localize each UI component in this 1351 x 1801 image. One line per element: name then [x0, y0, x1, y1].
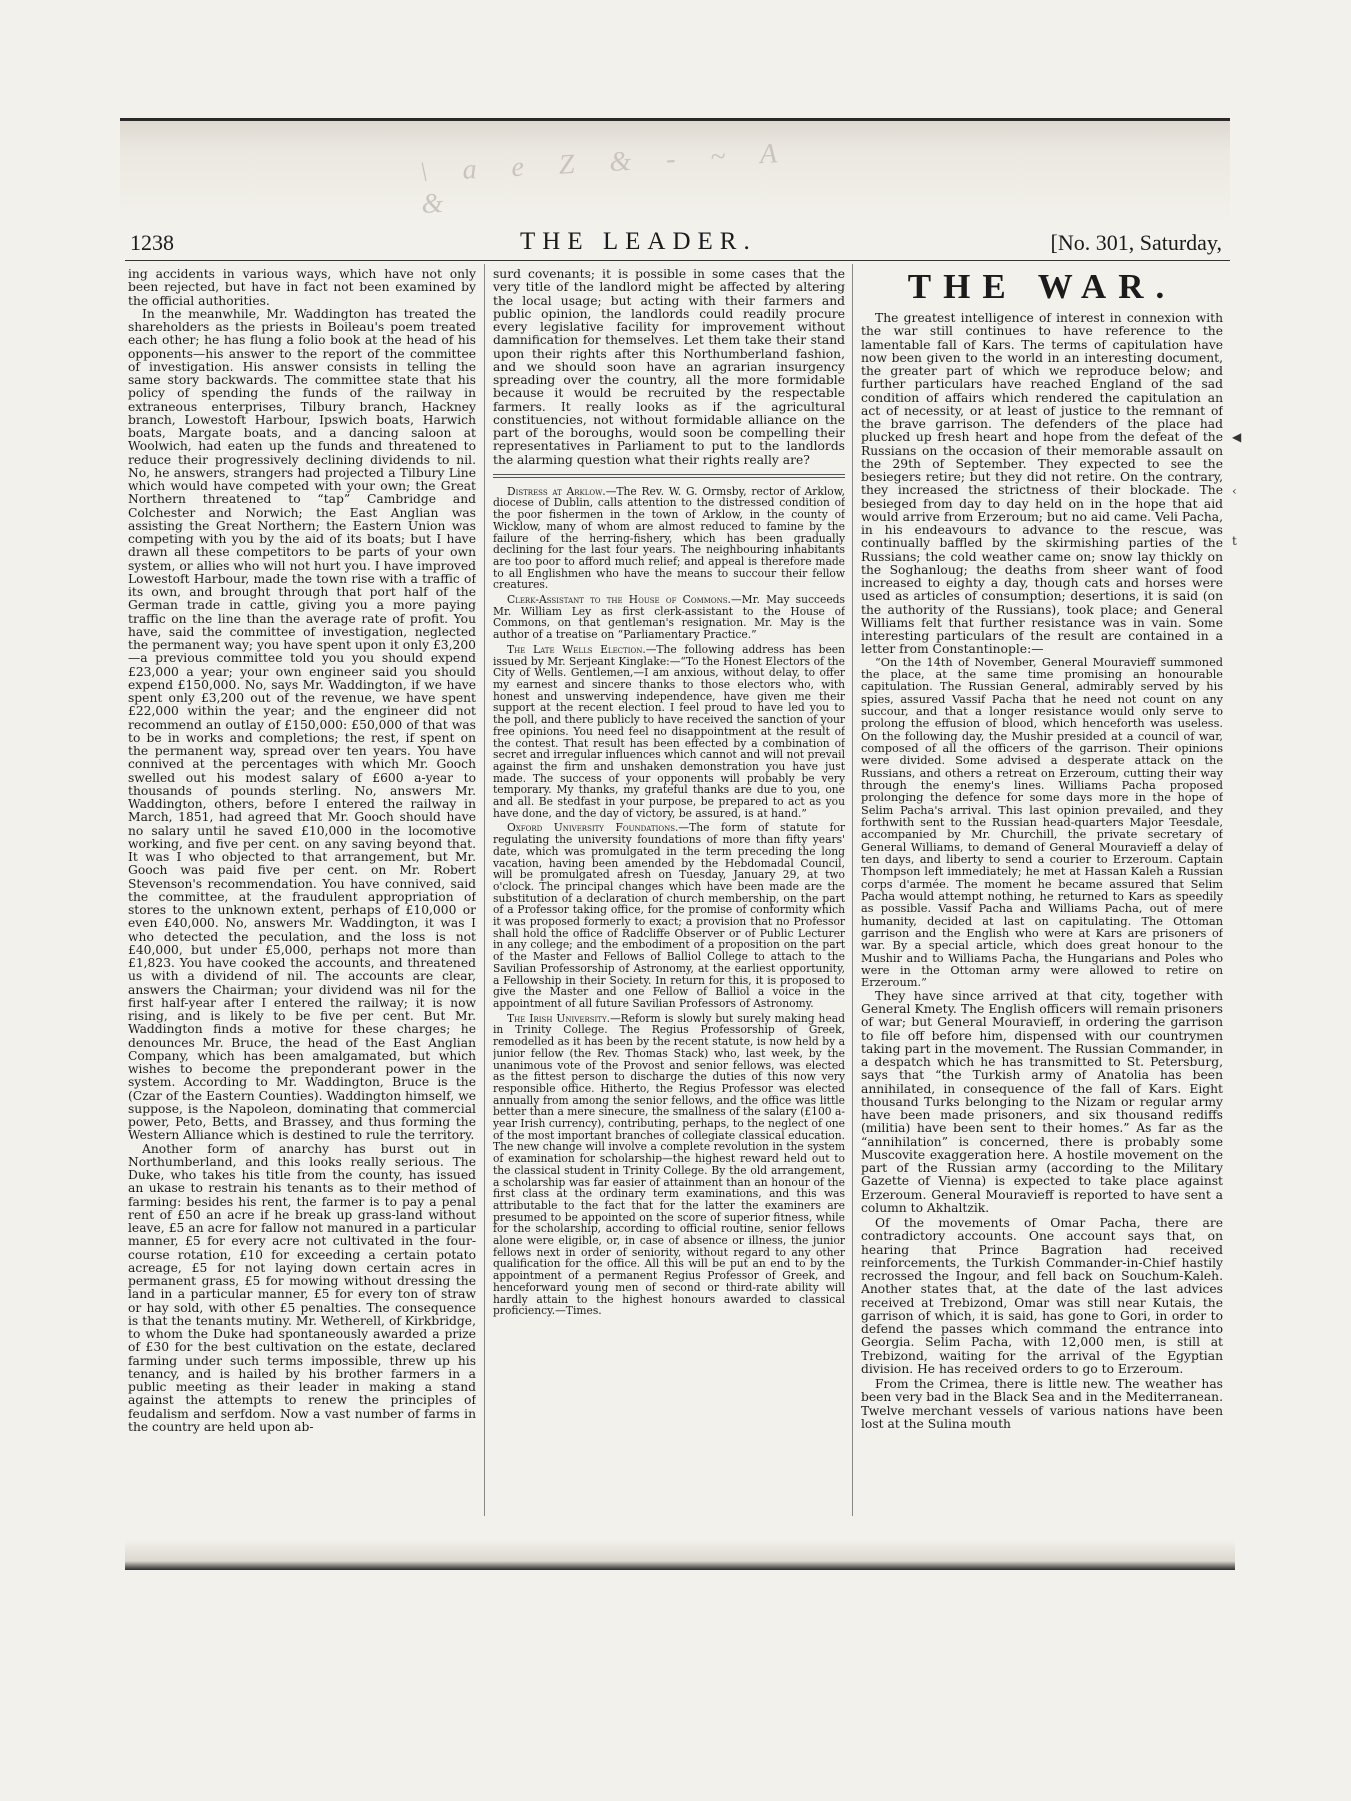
war-paragraph: They have since arrived at that city, together with General Kmety. The English officers will remain prisoners of war; but General Mouravieff, in ordering the garrison to file off before him, dispensed with our countrymen taking part in the movement. The Russian Commander, in a despatch which he has transmitted to St. Petersburg, says that “the Turkish army of Anatolia has been annihilated, in consequence of the fall of Kars. Eight thousand Turks belonging to the Nizam or regular army have been made prisoners, and six thousand rediffs (militia) have been sent to their homes.” As far as the “annihilation” is concerned, there is probably some Muscovite exaggeration here. A hostile movement on the part of the Russian army (according to the Military Gazette of Vienna) is expected to take place against Erzeroum. General Mouravieff is reported to have sent a column to Akhaltzik.	[861, 988, 1223, 1215]
section-heading-the-war: THE WAR.	[907, 268, 1177, 306]
paper-title: THE LEADER.	[520, 228, 757, 255]
column-left	[128, 268, 476, 1512]
issue-info: [No. 301, Saturday,	[1050, 230, 1222, 255]
column-rule-left	[484, 264, 485, 1516]
news-item	[493, 486, 845, 591]
article-continuation: surd covenants; it is possible in some cases that the very title of the landlord might be affected by altering the local usage; but acting with their farmers and public opinion, the landlords could readily procure every legislative facility for improvement without damnification for themselves. Let them take their stand upon their rights after this Northumberland fashion, and we should soon have an agrarian insurgency spreading over the country, all the more formidable because it would be recruited by the respectable farmers. It really looks as if the agricultural constituencies, not without formidable alliance on the part of the boroughs, would soon be compelling their representatives in Parliament to put to the landlords the alarming question what their rights really are?	[493, 268, 845, 467]
scan-bottom-edge	[125, 1540, 1235, 1570]
margin-mark: t	[1232, 534, 1237, 548]
news-item-body: —Mr. May succeeds Mr. William Ley as first clerk-assistant to the House of Commons, on that gentleman's resignation. Mr. May is the author of a treatise on “Parliamentary Practice.”	[493, 593, 845, 642]
article-paragraph: In the meanwhile, Mr. Waddington has treated the shareholders as the priests in Boileau's poem treated each other; he has flung a folio book at the head of his opponents—his answer to the report of the committee of investigation. His answer consists in telling the same story backwards. The committee state that his policy of spending the funds of the railway in extraneous enterprises, Tilbury branch, Hackney branch, Lowestoft Harbour, Ipswich boats, Harwich boats, Margate boats, and a dancing saloon at Woolwich, had eaten up the funds and threatened to reduce their progressively declining dividends to nil. No, he answers, strangers had projected a Tilbury Line which would have competed with your own; the Great Northern threatened to “tap” Cambridge and Colchester and Norwich; the East Anglian was assisting the Great Northern; the Eastern Union was competing with you by the aid of its boats; but I have drawn all these competitors to be parts of your own system, or allies who will not hurt you. I have improved Lowestoft Harbour, made the town rise with a traffic of its own, and brought through that port half of the German trade in cattle, giving you a more paying traffic on the line than the average rate of profit. You have, said the committee of investigation, neglected the permanent way; you have spent upon it only £3,200—a previous committee told you you should expend £23,000 a year; your own engineer said you should expend £150,000. No, says Mr. Waddington, if we have spent only £3,200 out of the revenue, we have spent £22,000 within the year; and the engineer did not recommend an outlay of £150,000: £50,000 of that was to be in works and completions; the rest, if spent on the permanent way, spread over ten years. You have connived at the percentages with which Mr. Gooch swelled out his modest salary of £600 a-year to thousands of pounds sterling. No, answers Mr. Waddington, others, before I entered the railway in March, 1851, had agreed that Mr. Gooch should have no salary until he saved £10,000 in the locomotive working, and five per cent. on any saving beyond that. It was I who objected to that arrangement, but Mr. Gooch was paid five per cent. on Mr. Robert Stevenson's recommendation. You have connived, said the committee, at the fraudulent appropriation of stores to the unknown extent, perhaps of £10,000 or even £40,000. No, answers Mr. Waddington, it was I who detected the peculation, and the loss is not £40,000, but under £5,000, perhaps not more than £1,823. You have cooked the accounts, and threatened us with a dividend of nil. The accounts are clear, answers the Chairman; your dividend was nil for the first half-year after I entered the railway; it is now rising, and is likely to be five per cent. But Mr. Waddington finds a motive for these charges; he denounces Mr. Bruce, the head of the East Anglian Company, which has been amalgamated, but which wishes to become the preponderant power in the system. According to Mr. Waddington, Bruce is the (Czar of the Eastern Counties). Waddington himself, we suppose, is the Napoleon, dominating that commercial power, Peto, Betts, and Brassey, and thus forming the Western Alliance which is destined to rule the territory.	[128, 306, 476, 1143]
news-item	[493, 594, 845, 641]
scan-header-band	[120, 118, 1230, 221]
news-item-head: Oxford University Foundations.	[507, 821, 679, 835]
news-item-body: —The form of statute for regulating the university foundations of more than fifty years' date, which was promulgated in the term preceding the long vacation, having been amended by the Hebdomadal Council, will be promulgated afresh on Tuesday, January 29, at two o'clock. The principal changes which have been made are the substitution of a declaration of church membership, on the part of a Professor taking office, for the promise of conformity which it was proposed formerly to exact; a provision that no Professor shall hold the office of Radcliffe Observer or of Public Lecturer in any college; and the embodiment of a proposition on the part of the Master and Fellows of Balliol College to attach to the Savilian Professorship of Astronomy, at the earliest opportunity, a Fellowship in their Society. In return for this, it is proposed to give the Master and one Fellow of Balliol a voice in the appointment of all future Savilian Professors of Astronomy.	[493, 821, 845, 1010]
masthead	[125, 226, 1230, 261]
news-item-body: —The Rev. W. G. Ormsby, rector of Arklow, diocese of Dublin, calls attention to the distressed condition of the poor fishermen in the town of Arklow, in the county of Wicklow, many of whom are almost reduced to famine by the failure of the herring-fishery, which has been gradually declining for the last four years. The neighbouring inhabitants are too poor to afford much relief; and appeal is therefore made to all Englishmen who have the means to succour their fellow creatures.	[493, 484, 845, 592]
news-item-head: Distress at Arklow.	[507, 484, 606, 498]
column-right	[861, 268, 1223, 1512]
news-item	[493, 644, 845, 820]
news-item-body: —Reform is slowly but surely making head in Trinity College. The Regius Professorship of Greek, remodelled as it has been by the recent statute, is now held by a junior fellow (the Rev. Thomas Stack) who, last week, by the unanimous vote of the Provost and senior fellows, was elected as the fittest person to discharge the duties of this now very responsible office. Hitherto, the Regius Professor was elected annually from among the senior fellows, and the office was little better than a mere sinecure, the smallness of the salary (£100 a-year Irish currency), contributing, perhaps, to the neglect of one of the most important branches of collegiate classical education. The new change will involve a complete revolution in the system of examination for scholarship—the highest reward held out to the classical student in Trinity College. By the old arrangement, a scholarship was far easier of attainment than an honour of the first class at the ordinary term examinations, and this was attributable to the fact that for the latter the examiners are presumed to be appointed on the score of superior fitness, while for the scholarship, according to official routine, senior fellows alone were eligible, or, in case of absence or illness, the junior fellows next in order of seniority, without regard to any other qualification for the office. All this will be put an end to by the appointment of a permanent Regius Professor of Greek, and henceforward young men of second or third-rate ability will hardly attain to the highest honours awarded to classical proficiency.—Times.	[493, 1011, 845, 1318]
war-paragraph: Of the movements of Omar Pacha, there are contradictory accounts. One account says that, on hearing that Prince Bagration had received reinforcements, the Turkish Commander-in-Chief hastily recrossed the Ingour, and fell back on Souchum-Kaleh. Another states that, at the date of the last advices received at Trebizond, Omar was still near Kutais, the garrison of which, it is said, has gone to Gori, in order to defend the passes which command the entrance into Georgia. Selim Pacha, with 12,000 men, is still at Trebizond, waiting for the arrival of the Egyptian division. He has received orders to go to Erzeroum.	[861, 1216, 1223, 1376]
war-paragraph: From the Crimea, there is little new. The weather has been very bad in the Black Sea and in the Mediterranean. Twelve merchant vessels of various nations have been lost at the Sulina mouth	[861, 1377, 1223, 1431]
margin-mark: ‹	[1232, 484, 1237, 498]
quoted-letter: “On the 14th of November, General Mouravieff summoned the place, at the same time promising an honourable capitulation. The Russian General, admirably served by his spies, assured Vassif Pacha that he need not count on any succour, and that a longer resistance would only serve to prolong the effusion of blood, which henceforth was useless. On the following day, the Mushir presided at a council of war, composed of all the officers of the garrison. Their opinions were divided. Some advised a desperate attack on the Russians, and others a retreat on Erzeroum, cutting their way through the enemy's lines. Williams Pacha proposed prolonging the defence for some days more in the hope of Selim Pacha's arrival. This last opinion prevailed, and they forthwith sent to the Russian head-quarters Major Teesdale, accompanied by Mr. Churchill, the private secretary of General Williams, to demand of General Mouravieff a delay of ten days, and liberty to send a courier to Erzeroum. Captain Thompson left immediately; he met at Hassan Kaleh a Russian corps d'armée. The moment he became assured that Selim Pacha would attempt nothing, he returned to Kars as speedily as possible. Vassif Pacha and Williams Pacha, out of mere humanity, decided at last on capitulating. The Ottoman garrison and the English who were at Kars are prisoners of war. By a special article, which does great honour to the Mushir and to Williams Pacha, the Hungarians and Poles who were in the Ottoman army were allowed to retire on Erzeroum.”	[861, 655, 1223, 990]
column-rule-right	[852, 264, 853, 1516]
double-rule	[493, 474, 845, 478]
news-item-head: Clerk-Assistant to the House of Commons.	[507, 593, 731, 607]
faint-handwriting: \ a e Z & - ~ A &	[418, 137, 792, 220]
margin-marks	[1232, 430, 1242, 550]
news-item-head: The Late Wells Election.	[507, 642, 646, 656]
news-item	[493, 1013, 845, 1317]
page-number: 1238	[130, 230, 174, 255]
news-item-head: The Irish University.	[507, 1011, 610, 1025]
margin-mark: ◀	[1232, 430, 1242, 444]
war-intro: The greatest intelligence of interest in connexion with the war still continues to have reference to the lamentable fall of Kars. The terms of capitulation have now been given to the world in an interesting document, the greater part of which we reproduce below; and further particulars have reached England of the sad condition of affairs which rendered the capitulation an act of necessity, or at least of justice to the remnant of the brave garrison. The defenders of the place had plucked up fresh heart and hope from the defeat of the Russians on the occasion of their memorable assault on the 29th of September. They expected to see the besiegers retire; but they did not retire. On the contrary, they increased the strictness of their blockade. The besieged from day to day held on in the hope that aid would arrive from Erzeroum; but no aid came. Veli Pacha, in his endeavours to advance to the rescue, was continually baffled by the skirmishing parties of the Russians; the cold weather came on; snow lay thickly on the Soghanloug; the deaths from sheer want of food increased to eighty a day, though cats and horses were used as articles of consumption; desertions, it is said (on the authority of the Russians), took place; and General Williams felt that further resistance was in vain. Some interesting particulars of the result are contained in a letter from Constantinople:—	[861, 311, 1223, 657]
column-middle	[493, 268, 845, 1512]
article-paragraph: ing accidents in various ways, which have not only been rejected, but have in fact not been examined by the official authorities.	[128, 268, 476, 308]
article-paragraph: Another form of anarchy has burst out in Northumberland, and this looks really serious. The Duke, who takes his title from the county, has issued an ukase to restrain his tenants as to their method of farming: besides his rent, the farmer is to pay a penal rent of £50 an acre if he break up grass-land without leave, £5 an acre for fallow not manured in a particular manner, £5 for every acre not cultivated in the four-course rotation, £10 for exceeding a certain potato acreage, £5 for not laying down certain acres in permanent grass, £5 for mowing without dressing the land in a particular manner, £5 for every ton of straw or hay sold, with other £5 penalties. The consequence is that the tenants mutiny. Mr. Wetherell, of Kirkbridge, to whom the Duke had spontaneously awarded a prize of £30 for the best cultivation on the estate, declared farming under such terms impossible, threw up his tenancy, and is hailed by his brother farmers in a public meeting as their leader in making a stand against the attempts to renew the principles of feudalism and serfdom. Now a vast number of farms in the country are held upon ab-	[128, 1141, 476, 1434]
war-article	[861, 312, 1223, 1431]
news-items	[493, 486, 845, 1317]
news-item	[493, 822, 845, 1009]
constantinople-letter	[861, 657, 1223, 990]
news-item-body: —The following address has been issued by Mr. Serjeant Kinglake:—“To the Honest Electors of the City of Wells. Gentlemen,—I am anxious, without delay, to offer my earnest and sincere thanks to those electors who, with honest and unswerving independence, have given me their support at the recent election. I feel proud to have led you to the poll, and there publicly to have received the sanction of your free opinions. You need feel no disappointment at the result of the contest. That result has been effected by a combination of secret and irregular influences which cannot and will not prevail against the firm and unshaken demonstration you have just made. The success of your opponents will probably be very temporary. My thanks, my grateful thanks are due to you, one and all. Be stedfast in your purpose, be prepared to act as you have done, and the day of victory, be assured, is at hand.”	[493, 642, 845, 820]
